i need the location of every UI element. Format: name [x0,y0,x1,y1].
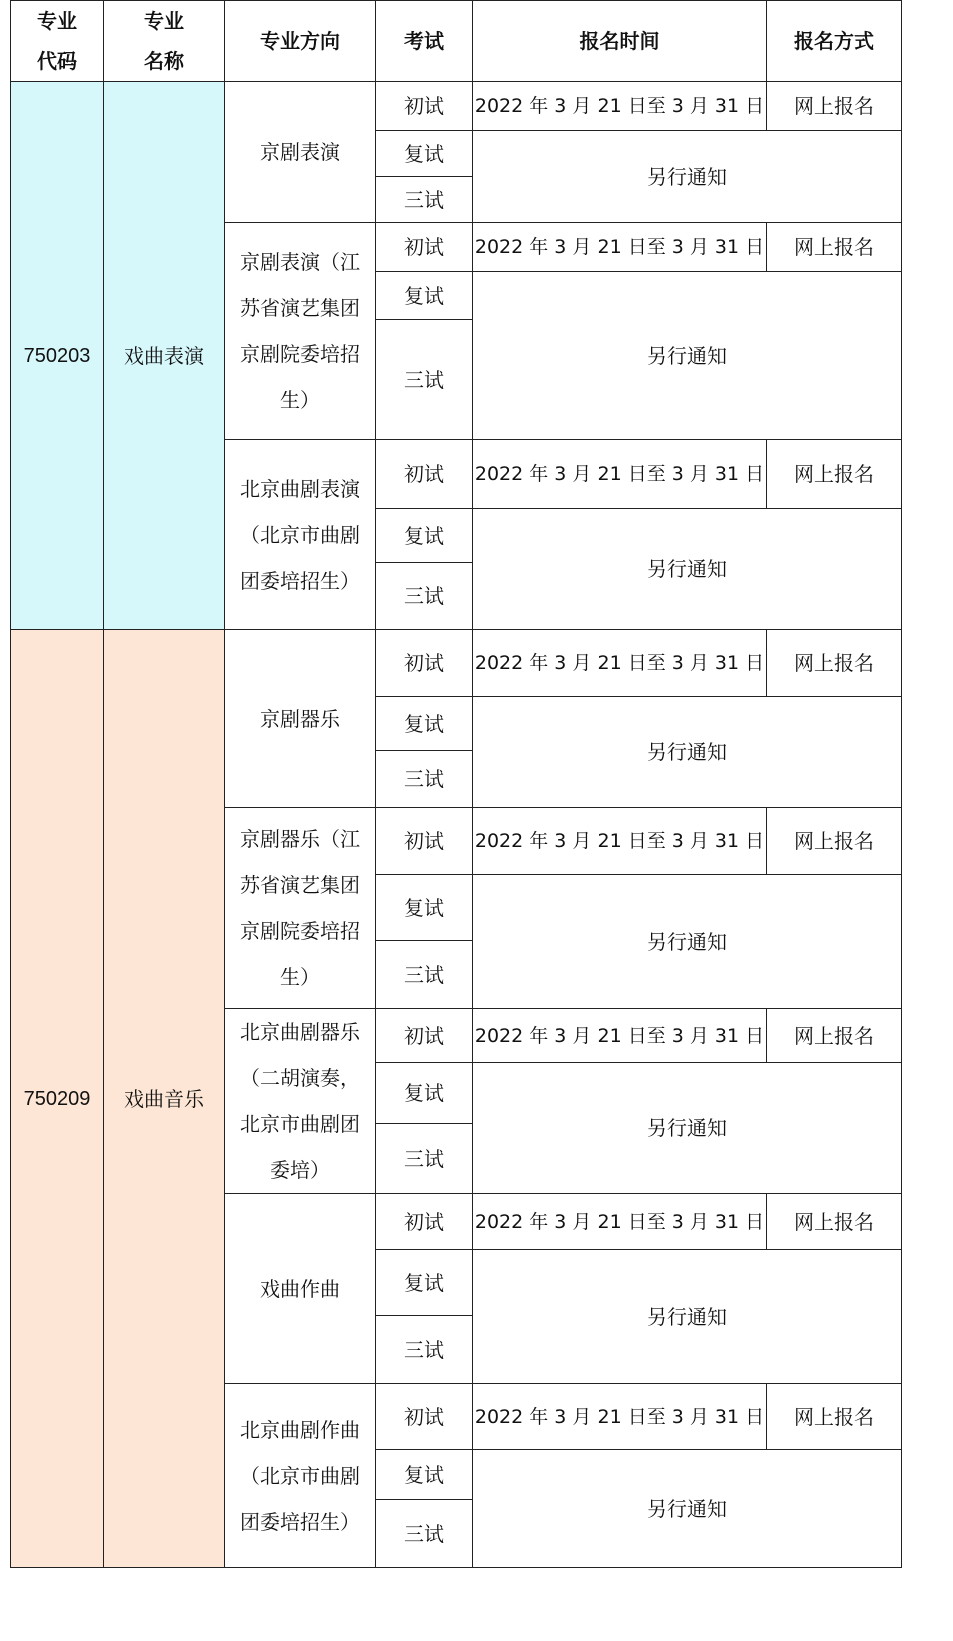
table-row [11,630,902,697]
exam-cell: 初试 [376,82,473,131]
registration-time-cell: 2022 年 3 月 21 日至 3 月 31 日 [473,82,767,131]
registration-method-cell: 网上报名 [767,82,902,131]
notice-cell: 另行通知 [473,509,902,630]
direction-cell: 北京曲剧作曲（北京市曲剧团委培招生） [225,1384,376,1568]
header-name-text: 专业名称 [144,9,184,73]
registration-method-cell: 网上报名 [767,1009,902,1063]
header-method: 报名方式 [767,1,902,82]
exam-cell: 三试 [376,941,473,1009]
registration-method-cell: 网上报名 [767,630,902,697]
major-name-cell: 戏曲音乐 [104,630,225,1568]
exam-cell: 初试 [376,1384,473,1450]
table-body [11,82,902,1568]
notice-cell: 另行通知 [473,875,902,1009]
registration-time-cell: 2022 年 3 月 21 日至 3 月 31 日 [473,1009,767,1063]
direction-cell: 京剧器乐 [225,630,376,808]
exam-cell: 初试 [376,808,473,875]
exam-cell: 初试 [376,1194,473,1250]
registration-method-cell: 网上报名 [767,808,902,875]
exam-cell: 复试 [376,875,473,941]
major-code-cell: 750203 [11,82,104,630]
exam-cell: 三试 [376,177,473,223]
exam-cell: 复试 [376,1250,473,1316]
notice-cell: 另行通知 [473,697,902,808]
header-exam: 考试 [376,1,473,82]
exam-cell: 三试 [376,1500,473,1568]
exam-cell: 初试 [376,223,473,272]
registration-time-cell: 2022 年 3 月 21 日至 3 月 31 日 [473,440,767,509]
registration-method-cell: 网上报名 [767,223,902,272]
notice-cell: 另行通知 [473,1250,902,1384]
notice-cell: 另行通知 [473,131,902,223]
exam-cell: 复试 [376,1450,473,1500]
exam-cell: 复试 [376,509,473,563]
notice-cell: 另行通知 [473,272,902,440]
exam-cell: 初试 [376,630,473,697]
exam-cell: 初试 [376,440,473,509]
registration-time-cell: 2022 年 3 月 21 日至 3 月 31 日 [473,808,767,875]
exam-cell: 三试 [376,320,473,440]
header-code-text: 专业代码 [37,9,77,73]
direction-cell: 京剧表演（江苏省演艺集团京剧院委培招生） [225,223,376,440]
header-name [104,1,225,82]
registration-time-cell: 2022 年 3 月 21 日至 3 月 31 日 [473,1384,767,1450]
major-code-cell: 750209 [11,630,104,1568]
registration-method-cell: 网上报名 [767,440,902,509]
header-row [11,1,902,82]
notice-cell: 另行通知 [473,1450,902,1568]
exam-cell: 三试 [376,563,473,630]
exam-cell: 复试 [376,131,473,177]
notice-cell: 另行通知 [473,1063,902,1194]
direction-cell: 京剧器乐（江苏省演艺集团京剧院委培招生） [225,808,376,1009]
registration-time-cell: 2022 年 3 月 21 日至 3 月 31 日 [473,630,767,697]
major-name-cell: 戏曲表演 [104,82,225,630]
direction-cell: 北京曲剧器乐（二胡演奏，北京市曲剧团委培） [225,1009,376,1194]
header-code [11,1,104,82]
direction-cell: 京剧表演 [225,82,376,223]
exam-cell: 三试 [376,1316,473,1384]
header-direction: 专业方向 [225,1,376,82]
header-time: 报名时间 [473,1,767,82]
exam-cell: 三试 [376,751,473,808]
registration-time-cell: 2022 年 3 月 21 日至 3 月 31 日 [473,1194,767,1250]
registration-method-cell: 网上报名 [767,1384,902,1450]
direction-cell: 戏曲作曲 [225,1194,376,1384]
table-row [11,82,902,131]
exam-cell: 复试 [376,697,473,751]
exam-cell: 复试 [376,272,473,320]
registration-method-cell: 网上报名 [767,1194,902,1250]
registration-time-cell: 2022 年 3 月 21 日至 3 月 31 日 [473,223,767,272]
exam-cell: 初试 [376,1009,473,1063]
direction-cell: 北京曲剧表演（北京市曲剧团委培招生） [225,440,376,630]
registration-table [10,0,902,1568]
exam-cell: 复试 [376,1063,473,1124]
exam-cell: 三试 [376,1124,473,1194]
